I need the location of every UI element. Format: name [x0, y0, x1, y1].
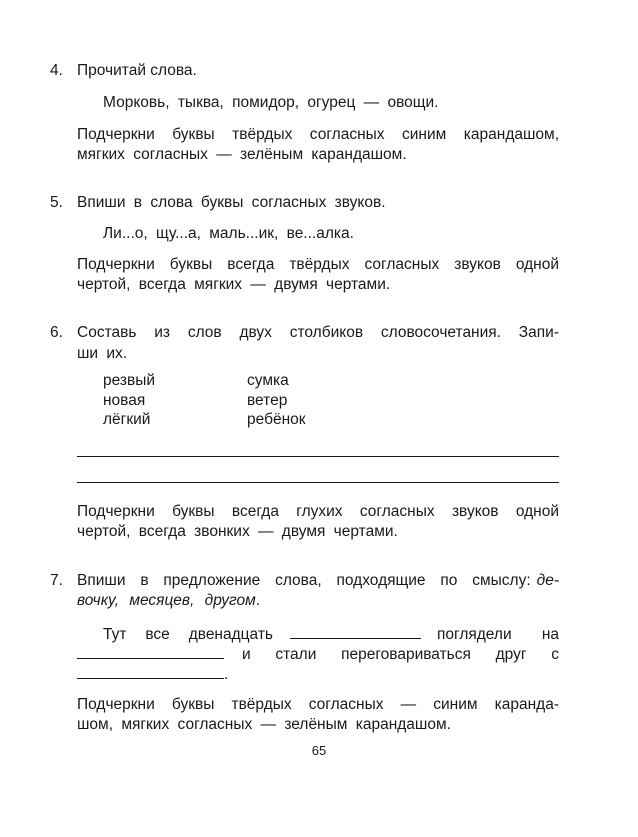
sentence-part-4: . [224, 666, 229, 683]
column-1-word: резвый [103, 372, 156, 389]
answer-blank[interactable] [77, 664, 224, 679]
column-2-word: сумка [247, 372, 289, 389]
column-2-word: ветер [247, 392, 288, 409]
page-number: 65 [311, 743, 327, 758]
sentence-part-3: и стали переговариваться друг с [242, 646, 559, 663]
task-6-number: 6. [50, 324, 63, 341]
task-7-sentence-line-2 [77, 644, 559, 664]
sentence-part-2: поглядели на [437, 626, 559, 643]
task-4-instruction-line-2: мягких согласных — зелёным карандашом. [77, 146, 407, 163]
answer-blank[interactable] [77, 644, 224, 659]
task-6-prompt-line-1: Составь из слов двух столбиков словосочетания. Запи- [77, 324, 559, 341]
task-6-instruction-line-2: чертой, всегда звонких — двумя чертами. [77, 523, 398, 540]
task-4-instruction-line-1: Подчеркни буквы твёрдых согласных синим карандашом, [77, 126, 559, 143]
task-6-instruction-line-1: Подчеркни буквы всегда глухих согласных звуков одной [77, 503, 559, 520]
task-7-number: 7. [50, 572, 63, 589]
task-5-number: 5. [50, 194, 63, 211]
task-7-prompt-italic-start: де- [536, 572, 559, 589]
sentence-part-1: Тут все двенадцать [103, 626, 273, 643]
task-7-prompt-italic-words: вочку, месяцев, другом [77, 592, 256, 609]
task-7-instruction-line-1: Подчеркни буквы твёрдых согласных — синим каранда- [77, 696, 559, 713]
answer-line[interactable] [77, 482, 559, 483]
task-5-instruction-line-1: Подчеркни буквы всегда твёрдых согласных звуков одной [77, 256, 559, 273]
task-7-prompt-line-1 [77, 572, 559, 590]
task-7-prompt-text-content: Впиши в предложение слова, подходящие по смыслу: [77, 572, 531, 589]
task-4-prompt: Прочитай слова. [77, 62, 197, 79]
task-4-words: Морковь, тыква, помидор, огурец — овощи. [103, 94, 439, 111]
answer-line[interactable] [77, 456, 559, 457]
task-4-number: 4. [50, 62, 63, 79]
task-7-prompt-text [77, 572, 531, 590]
task-5-instruction-line-2: чертой, всегда мягких — двумя чертами. [77, 276, 391, 293]
task-7-instruction-line-2: шом, мягких согласных — зелёным карандашом. [77, 716, 451, 733]
column-1-word: новая [103, 392, 146, 409]
task-7-prompt-line-2 [77, 592, 260, 610]
task-7-sentence-line-1 [103, 624, 559, 644]
task-7-sentence-line-3 [77, 664, 228, 684]
column-2-word: ребёнок [247, 411, 306, 428]
task-6-prompt-line-2: ши их. [77, 345, 128, 362]
task-7-prompt-end: . [255, 592, 261, 609]
task-5-words: Ли...о, щу...а, маль...ик, ве...алка. [103, 225, 354, 242]
column-1-word: лёгкий [103, 411, 151, 428]
task-5-prompt: Впиши в слова буквы согласных звуков. [77, 194, 386, 211]
answer-blank[interactable] [290, 624, 421, 639]
